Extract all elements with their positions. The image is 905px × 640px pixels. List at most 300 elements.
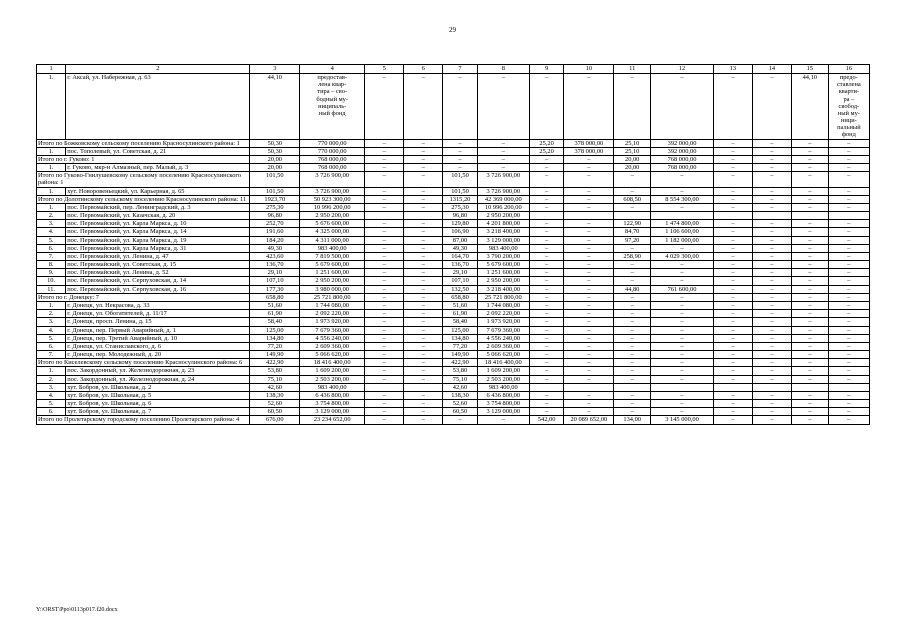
table-cell: –	[791, 285, 828, 293]
table-cell: –	[713, 172, 752, 187]
table-cell: –	[713, 195, 752, 203]
row-number: 7.	[37, 351, 66, 359]
table-cell: –	[713, 261, 752, 269]
table-cell	[614, 383, 651, 391]
address-cell: хут. Бобров, ул. Школьная, д. 6	[66, 400, 250, 408]
table-cell: 42,60	[443, 383, 478, 391]
table-cell: –	[529, 301, 564, 309]
table-cell: –	[791, 375, 828, 383]
table-cell: –	[791, 187, 828, 195]
subtotal-row	[37, 172, 870, 187]
table-cell: –	[529, 252, 564, 260]
table-cell: –	[828, 326, 869, 334]
table-cell: 768 000,00	[651, 155, 714, 163]
table-cell: –	[791, 334, 828, 342]
table-cell: –	[365, 203, 404, 211]
table-cell: –	[828, 342, 869, 350]
column-header: 12	[651, 65, 714, 74]
table-cell: 3 218 400,00	[477, 228, 529, 236]
table-cell: –	[404, 367, 443, 375]
table-cell: 96,80	[250, 212, 300, 220]
table-cell: –	[529, 400, 564, 408]
table-cell: –	[828, 195, 869, 203]
table-cell: 125,00	[443, 326, 478, 334]
table-cell: –	[828, 408, 869, 416]
table-cell	[752, 383, 791, 391]
table-row	[37, 147, 870, 155]
table-cell: –	[791, 342, 828, 350]
table-cell: –	[752, 155, 791, 163]
address-cell: г. Донецк, пер. Молодежный, д. 20	[66, 351, 250, 359]
table-cell: –	[828, 172, 869, 187]
row-number: 2.	[37, 212, 66, 220]
table-cell: 58,40	[250, 318, 300, 326]
table-cell: 20,00	[614, 155, 651, 163]
address-cell: пос. Первомайский, ул. Карла Маркса, д. 14	[66, 228, 250, 236]
address-cell: г. Гуково, мкр-н Алмазный, пер. Малый, д. 3	[66, 164, 250, 172]
table-cell: 4 311 000,00	[300, 236, 365, 244]
table-cell: 1 744 080,00	[300, 301, 365, 309]
row-number: 10.	[37, 277, 66, 285]
subtotal-row	[37, 139, 870, 147]
table-cell: –	[365, 147, 404, 155]
table-cell: –	[791, 400, 828, 408]
table-cell: 770 000,00	[300, 147, 365, 155]
table-cell: 50,30	[250, 139, 300, 147]
row-number: 1.	[37, 147, 66, 155]
table-cell: –	[614, 367, 651, 375]
row-number: 1.	[37, 74, 66, 140]
table-cell: 87,00	[443, 236, 478, 244]
table-cell: –	[529, 164, 564, 172]
row-number: 1.	[37, 301, 66, 309]
table-cell: –	[365, 334, 404, 342]
table-cell: –	[828, 367, 869, 375]
table-cell: –	[791, 195, 828, 203]
column-header: 10	[564, 65, 614, 74]
table-cell: –	[752, 285, 791, 293]
table-cell: –	[828, 252, 869, 260]
table-cell: –	[529, 326, 564, 334]
row-number: 4.	[37, 326, 66, 334]
table-cell: –	[564, 164, 614, 172]
table-cell: –	[828, 155, 869, 163]
table-cell: –	[791, 236, 828, 244]
subtotal-label: Итого по Божковскому сельскому поселению Красносулинского района: 1	[37, 139, 250, 147]
table-cell: –	[614, 293, 651, 301]
table-cell: –	[791, 310, 828, 318]
table-cell: –	[651, 277, 714, 285]
table-cell: –	[651, 342, 714, 350]
table-cell: –	[651, 318, 714, 326]
table-cell: 44,80	[614, 285, 651, 293]
table-cell: 149,90	[250, 351, 300, 359]
table-cell: –	[564, 277, 614, 285]
table-cell: –	[828, 164, 869, 172]
table-cell: 6 436 800,00	[300, 391, 365, 399]
table-cell: –	[752, 326, 791, 334]
table-cell: 84,70	[614, 228, 651, 236]
table-cell: 1 973 920,00	[477, 318, 529, 326]
table-cell: 44,10	[250, 74, 300, 140]
table-cell: 2 950 200,00	[477, 212, 529, 220]
table-cell: –	[791, 155, 828, 163]
subtotal-label: Итого по г. Гуково: 1	[37, 155, 250, 163]
column-header: 5	[365, 65, 404, 74]
table-cell: –	[651, 367, 714, 375]
table-cell: 164,70	[443, 252, 478, 260]
table-cell: –	[529, 244, 564, 252]
row-number: 6.	[37, 342, 66, 350]
table-cell: –	[752, 187, 791, 195]
table-cell: –	[404, 351, 443, 359]
table-cell: 125,00	[250, 326, 300, 334]
table-cell	[614, 212, 651, 220]
table-cell: –	[713, 236, 752, 244]
subtotal-row	[37, 416, 870, 424]
table-cell: –	[651, 244, 714, 252]
table-cell: –	[828, 187, 869, 195]
table-cell: –	[365, 228, 404, 236]
table-cell: 52,60	[250, 400, 300, 408]
address-cell: пос. Первомайский, ул. Казачская, д. 20	[66, 212, 250, 220]
table-row	[37, 334, 870, 342]
table-cell: –	[404, 310, 443, 318]
row-number: 2.	[37, 310, 66, 318]
table-cell: –	[365, 220, 404, 228]
table-cell: 6 436 800,00	[477, 391, 529, 399]
table-cell: –	[443, 74, 478, 140]
table-cell: 3 754 800,00	[477, 400, 529, 408]
table-cell: –	[752, 277, 791, 285]
table-cell: –	[564, 391, 614, 399]
table-cell	[365, 383, 404, 391]
table-cell: –	[477, 155, 529, 163]
table-cell: –	[713, 228, 752, 236]
table-cell: 51,60	[250, 301, 300, 309]
row-number: 3.	[37, 318, 66, 326]
table-cell: –	[365, 400, 404, 408]
table-cell: –	[404, 400, 443, 408]
table-cell: 3 754 800,00	[300, 400, 365, 408]
table-cell: –	[564, 318, 614, 326]
table-row	[37, 383, 870, 391]
table-cell: –	[752, 261, 791, 269]
table-cell: 44,10	[791, 74, 828, 140]
table-cell: –	[564, 261, 614, 269]
table-cell: –	[614, 269, 651, 277]
table-cell: –	[614, 277, 651, 285]
address-cell: г. Донецк, пер. Первый Аварийный, д. 1	[66, 326, 250, 334]
table-cell: –	[404, 293, 443, 301]
table-cell: 676,00	[250, 416, 300, 424]
table-cell: 1923,70	[250, 195, 300, 203]
table-cell: –	[529, 310, 564, 318]
table-cell: –	[713, 326, 752, 334]
table-cell: –	[564, 74, 614, 140]
table-cell: –	[713, 375, 752, 383]
table-cell: –	[752, 359, 791, 367]
table-cell: 2 609 360,00	[300, 342, 365, 350]
table-cell: 77,20	[250, 342, 300, 350]
table-cell: –	[651, 301, 714, 309]
table-cell	[791, 383, 828, 391]
table-cell: 422,90	[250, 359, 300, 367]
table-cell: –	[791, 293, 828, 301]
table-cell: –	[529, 187, 564, 195]
table-cell: –	[404, 326, 443, 334]
table-cell: –	[404, 252, 443, 260]
table-cell: –	[713, 391, 752, 399]
table-cell: –	[564, 228, 614, 236]
table-cell: –	[564, 195, 614, 203]
table-cell: –	[614, 342, 651, 350]
table-cell: –	[828, 139, 869, 147]
table-cell: –	[529, 203, 564, 211]
table-cell: 20,00	[614, 164, 651, 172]
table-cell: 3 218 400,00	[477, 285, 529, 293]
row-number: 4.	[37, 391, 66, 399]
table-cell: –	[713, 400, 752, 408]
table-cell: –	[564, 203, 614, 211]
table-row	[37, 74, 870, 140]
table-cell: –	[404, 416, 443, 424]
table-cell: –	[713, 244, 752, 252]
table-cell: 1 251 600,00	[477, 269, 529, 277]
table-cell: –	[713, 155, 752, 163]
table-cell: –	[828, 301, 869, 309]
table-cell: –	[828, 236, 869, 244]
table-cell: –	[791, 228, 828, 236]
table-cell: 5 066 620,00	[477, 351, 529, 359]
table-cell: –	[365, 318, 404, 326]
table-cell: –	[365, 342, 404, 350]
table-cell: –	[791, 416, 828, 424]
table-cell: –	[752, 367, 791, 375]
table-cell: –	[651, 326, 714, 334]
table-cell: –	[651, 203, 714, 211]
table-cell: 542,00	[529, 416, 564, 424]
table-cell: 25,20	[529, 139, 564, 147]
table-cell: –	[529, 228, 564, 236]
column-header: 9	[529, 65, 564, 74]
table-cell: –	[791, 391, 828, 399]
table-cell: –	[404, 172, 443, 187]
table-cell: –	[365, 195, 404, 203]
table-cell: 8 554 300,00	[651, 195, 714, 203]
table-cell	[529, 212, 564, 220]
subtotal-row	[37, 155, 870, 163]
table-cell: –	[365, 277, 404, 285]
table-cell: –	[752, 342, 791, 350]
column-header: 3	[250, 65, 300, 74]
table-cell: 60,50	[250, 408, 300, 416]
table-cell: 3 726 900,00	[300, 187, 365, 195]
row-number: 7.	[37, 252, 66, 260]
table-row	[37, 261, 870, 269]
table-cell: –	[614, 400, 651, 408]
table-cell: 258,90	[614, 252, 651, 260]
table-cell: –	[713, 359, 752, 367]
table-cell: –	[404, 220, 443, 228]
table-cell: 658,80	[250, 293, 300, 301]
table-cell: –	[713, 416, 752, 424]
table-cell	[651, 383, 714, 391]
page-number: 29	[449, 26, 456, 34]
row-number: 5.	[37, 400, 66, 408]
table-cell: –	[404, 269, 443, 277]
table-cell: –	[614, 391, 651, 399]
table-cell: 252,70	[250, 220, 300, 228]
table-cell: –	[443, 155, 478, 163]
address-cell: пос. Первомайский, ул. Серпуховская, д. 14	[66, 277, 250, 285]
table-row	[37, 400, 870, 408]
table-cell: 5 676 600,00	[300, 220, 365, 228]
table-cell: 2 950 200,00	[477, 277, 529, 285]
table-cell: –	[713, 342, 752, 350]
table-cell: –	[828, 391, 869, 399]
address-cell: пос. Закордонный, ул. Железнодорожная, д. 24	[66, 375, 250, 383]
table-cell	[828, 383, 869, 391]
row-number: 6.	[37, 244, 66, 252]
table-cell: –	[651, 359, 714, 367]
address-cell: г. Донецк, просп. Ленина, д. 15	[66, 318, 250, 326]
address-cell: хут. Бобров, ул. Школьная, д. 7	[66, 408, 250, 416]
table-cell: –	[828, 228, 869, 236]
table-cell: –	[564, 187, 614, 195]
table-cell: –	[529, 261, 564, 269]
table-cell: –	[651, 172, 714, 187]
table-cell: 423,60	[250, 252, 300, 260]
table-cell: 768 000,00	[300, 155, 365, 163]
table-cell: –	[828, 359, 869, 367]
table-cell: –	[477, 74, 529, 140]
row-number: 8.	[37, 261, 66, 269]
table-cell: 10 996 200,00	[300, 203, 365, 211]
table-cell	[713, 212, 752, 220]
table-cell: 134,80	[443, 334, 478, 342]
table-cell: 96,80	[443, 212, 478, 220]
table-cell: –	[791, 318, 828, 326]
subtotal-row	[37, 359, 870, 367]
table-cell: –	[529, 334, 564, 342]
table-cell: –	[564, 359, 614, 367]
table-cell: –	[404, 187, 443, 195]
table-cell: –	[365, 236, 404, 244]
table-cell: –	[791, 326, 828, 334]
table-cell: –	[365, 367, 404, 375]
table-cell: –	[443, 164, 478, 172]
table-cell: 4 325 000,00	[300, 228, 365, 236]
table-cell: 1315,20	[443, 195, 478, 203]
table-cell: –	[614, 334, 651, 342]
subtotal-label: Итого по Гуково-Гнилушевскому сельскому поселению Красносулинского района: 1	[37, 172, 250, 187]
table-cell: 770 000,00	[300, 139, 365, 147]
table-cell: –	[365, 408, 404, 416]
table-cell: –	[614, 203, 651, 211]
table-row	[37, 252, 870, 260]
table-cell: –	[614, 351, 651, 359]
table-cell: 392 000,00	[651, 147, 714, 155]
table-cell: 5 679 600,00	[300, 261, 365, 269]
table-cell: 4 556 240,00	[300, 334, 365, 342]
table-cell: –	[404, 195, 443, 203]
row-number: 1.	[37, 187, 66, 195]
table-row	[37, 408, 870, 416]
table-cell: –	[365, 293, 404, 301]
table-cell: –	[404, 277, 443, 285]
table-cell: 61,90	[443, 310, 478, 318]
table-row	[37, 367, 870, 375]
table-cell: –	[404, 228, 443, 236]
table-cell: –	[828, 220, 869, 228]
table-cell: –	[614, 375, 651, 383]
table-cell: 136,70	[443, 261, 478, 269]
table-cell: –	[828, 400, 869, 408]
table-row	[37, 326, 870, 334]
table-cell: –	[365, 155, 404, 163]
table-cell: –	[614, 261, 651, 269]
table-cell: –	[564, 342, 614, 350]
address-cell: пос. Первомайский, ул. Советская, д. 15	[66, 261, 250, 269]
table-cell: –	[752, 220, 791, 228]
table-cell: –	[614, 326, 651, 334]
address-cell: пос. Первомайский, пер. Ленинградский, д. 3	[66, 203, 250, 211]
table-cell: –	[828, 351, 869, 359]
table-cell: –	[564, 408, 614, 416]
table-cell: –	[529, 285, 564, 293]
table-cell: –	[651, 351, 714, 359]
table-row	[37, 212, 870, 220]
table-cell: –	[713, 187, 752, 195]
table-cell: –	[713, 293, 752, 301]
table-cell: 25 721 800,00	[477, 293, 529, 301]
table-row	[37, 375, 870, 383]
table-cell: –	[614, 408, 651, 416]
table-cell: –	[651, 391, 714, 399]
table-cell: –	[752, 310, 791, 318]
table-cell: 42,60	[250, 383, 300, 391]
table-cell: 97,20	[614, 236, 651, 244]
table-cell: –	[713, 147, 752, 155]
table-cell: –	[752, 408, 791, 416]
table-cell: –	[713, 74, 752, 140]
table-cell: –	[752, 228, 791, 236]
table-cell: –	[713, 310, 752, 318]
table-cell: 49,30	[443, 244, 478, 252]
table-cell: –	[404, 155, 443, 163]
table-cell: –	[404, 285, 443, 293]
column-header: 8	[477, 65, 529, 74]
row-number: 4.	[37, 228, 66, 236]
table-cell: 2 503 200,00	[300, 375, 365, 383]
table-cell: 25 721 800,00	[300, 293, 365, 301]
table-cell: 20 089 652,00	[564, 416, 614, 424]
table-cell: 4 556 240,00	[477, 334, 529, 342]
table-cell: –	[651, 74, 714, 140]
table-row	[37, 203, 870, 211]
table-cell: –	[529, 359, 564, 367]
table-cell: 101,50	[250, 172, 300, 187]
table-cell: 138,30	[443, 391, 478, 399]
table-cell: –	[752, 375, 791, 383]
row-number: 6.	[37, 408, 66, 416]
table-cell: –	[404, 342, 443, 350]
table-cell: предостав- лена квар- тира – сво- бодный му- ниципаль- ный фонд	[300, 74, 365, 140]
table-cell: –	[529, 172, 564, 187]
table-cell: 7 819 500,00	[300, 252, 365, 260]
table-cell: –	[443, 139, 478, 147]
